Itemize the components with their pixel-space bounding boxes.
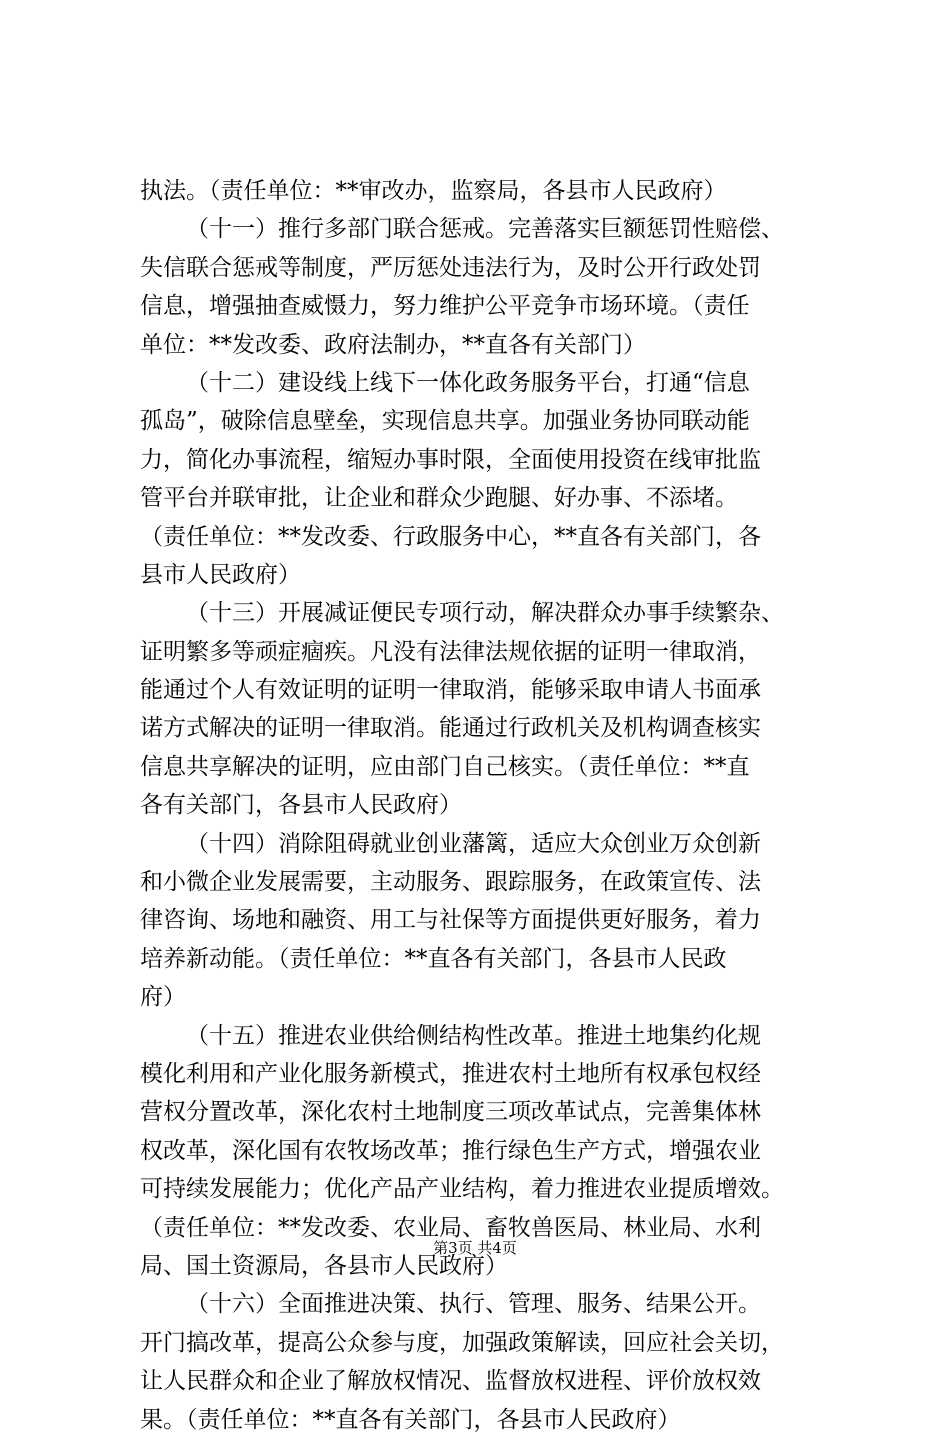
text-line: 开门搞改革，提高公众参与度，加强政策解读，回应社会关切， <box>140 1329 784 1356</box>
text-line: 证明繁多等顽症痼疾。凡没有法律法规依据的证明一律取消， <box>140 638 761 665</box>
text-line: 信息，增强抽查威慑力，努力维护公平竞争市场环境。（责任 <box>140 293 750 320</box>
text-line: 县市人民政府） <box>140 561 301 588</box>
text-line: 孤岛”，破除信息壁垒，实现信息共享。加强业务协同联动能 <box>140 408 750 435</box>
text-line: 局、国土资源局，各县市人民政府） <box>140 1252 508 1279</box>
text-line: 各有关部门，各县市人民政府） <box>140 792 462 819</box>
text-line: 管平台并联审批，让企业和群众少跑腿、好办事、不添堵。 <box>140 485 738 512</box>
text-line: （责任单位：**发改委、农业局、畜牧兽医局、林业局、水利 <box>140 1214 761 1241</box>
text-line: 诺方式解决的证明一律取消。能通过行政机关及机构调查核实 <box>140 715 761 742</box>
text-line: 权改革，深化国有农牧场改革；推行绿色生产方式，增强农业 <box>140 1137 761 1164</box>
text-line: （十五）推进农业供给侧结构性改革。推进土地集约化规 <box>186 1022 761 1049</box>
text-line: 和小微企业发展需要，主动服务、跟踪服务，在政策宣传、法 <box>140 869 761 896</box>
page-footer: 第3页 共4页 <box>433 1239 517 1257</box>
text-line: （十一）推行多部门联合惩戒。完善落实巨额惩罚性赔偿、 <box>186 216 784 243</box>
text-line: （十四）消除阻碍就业创业藩篱，适应大众创业万众创新 <box>186 830 761 857</box>
text-line: 可持续发展能力；优化产品产业结构，着力推进农业提质增效。 <box>140 1176 784 1203</box>
text-line: 培养新动能。（责任单位：**直各有关部门，各县市人民政 <box>140 945 727 972</box>
text-line: （十二）建设线上线下一体化政务服务平台，打通“信息 <box>186 369 750 396</box>
text-line: 能通过个人有效证明的证明一律取消，能够采取申请人书面承 <box>140 677 761 704</box>
text-line: 让人民群众和企业了解放权情况、监督放权进程、评价放权效 <box>140 1368 761 1395</box>
text-line: 府） <box>140 984 186 1011</box>
text-line: 力，简化办事流程，缩短办事时限，全面使用投资在线审批监 <box>140 446 761 473</box>
text-line: （十三）开展减证便民专项行动，解决群众办事手续繁杂、 <box>186 600 784 627</box>
text-line: 信息共享解决的证明，应由部门自己核实。（责任单位：**直 <box>140 753 750 780</box>
text-line: 营权分置改革，深化农村土地制度三项改革试点，完善集体林 <box>140 1099 761 1126</box>
text-line: （十六）全面推进决策、执行、管理、服务、结果公开。 <box>186 1291 761 1318</box>
text-line: （责任单位：**发改委、行政服务中心，**直各有关部门，各 <box>140 523 761 550</box>
text-line: 失信联合惩戒等制度，严厉惩处违法行为，及时公开行政处罚 <box>140 254 761 281</box>
text-line: 执法。（责任单位：**审改办，监察局，各县市人民政府） <box>140 178 727 204</box>
text-line: 单位：**发改委、政府法制办，**直各有关部门） <box>140 331 646 358</box>
text-line: 模化利用和产业化服务新模式，推进农村土地所有权承包权经 <box>140 1060 761 1087</box>
text-line: 果。（责任单位：**直各有关部门，各县市人民政府） <box>140 1406 681 1433</box>
text-line: 律咨询、场地和融资、用工与社保等方面提供更好服务，着力 <box>140 907 761 934</box>
